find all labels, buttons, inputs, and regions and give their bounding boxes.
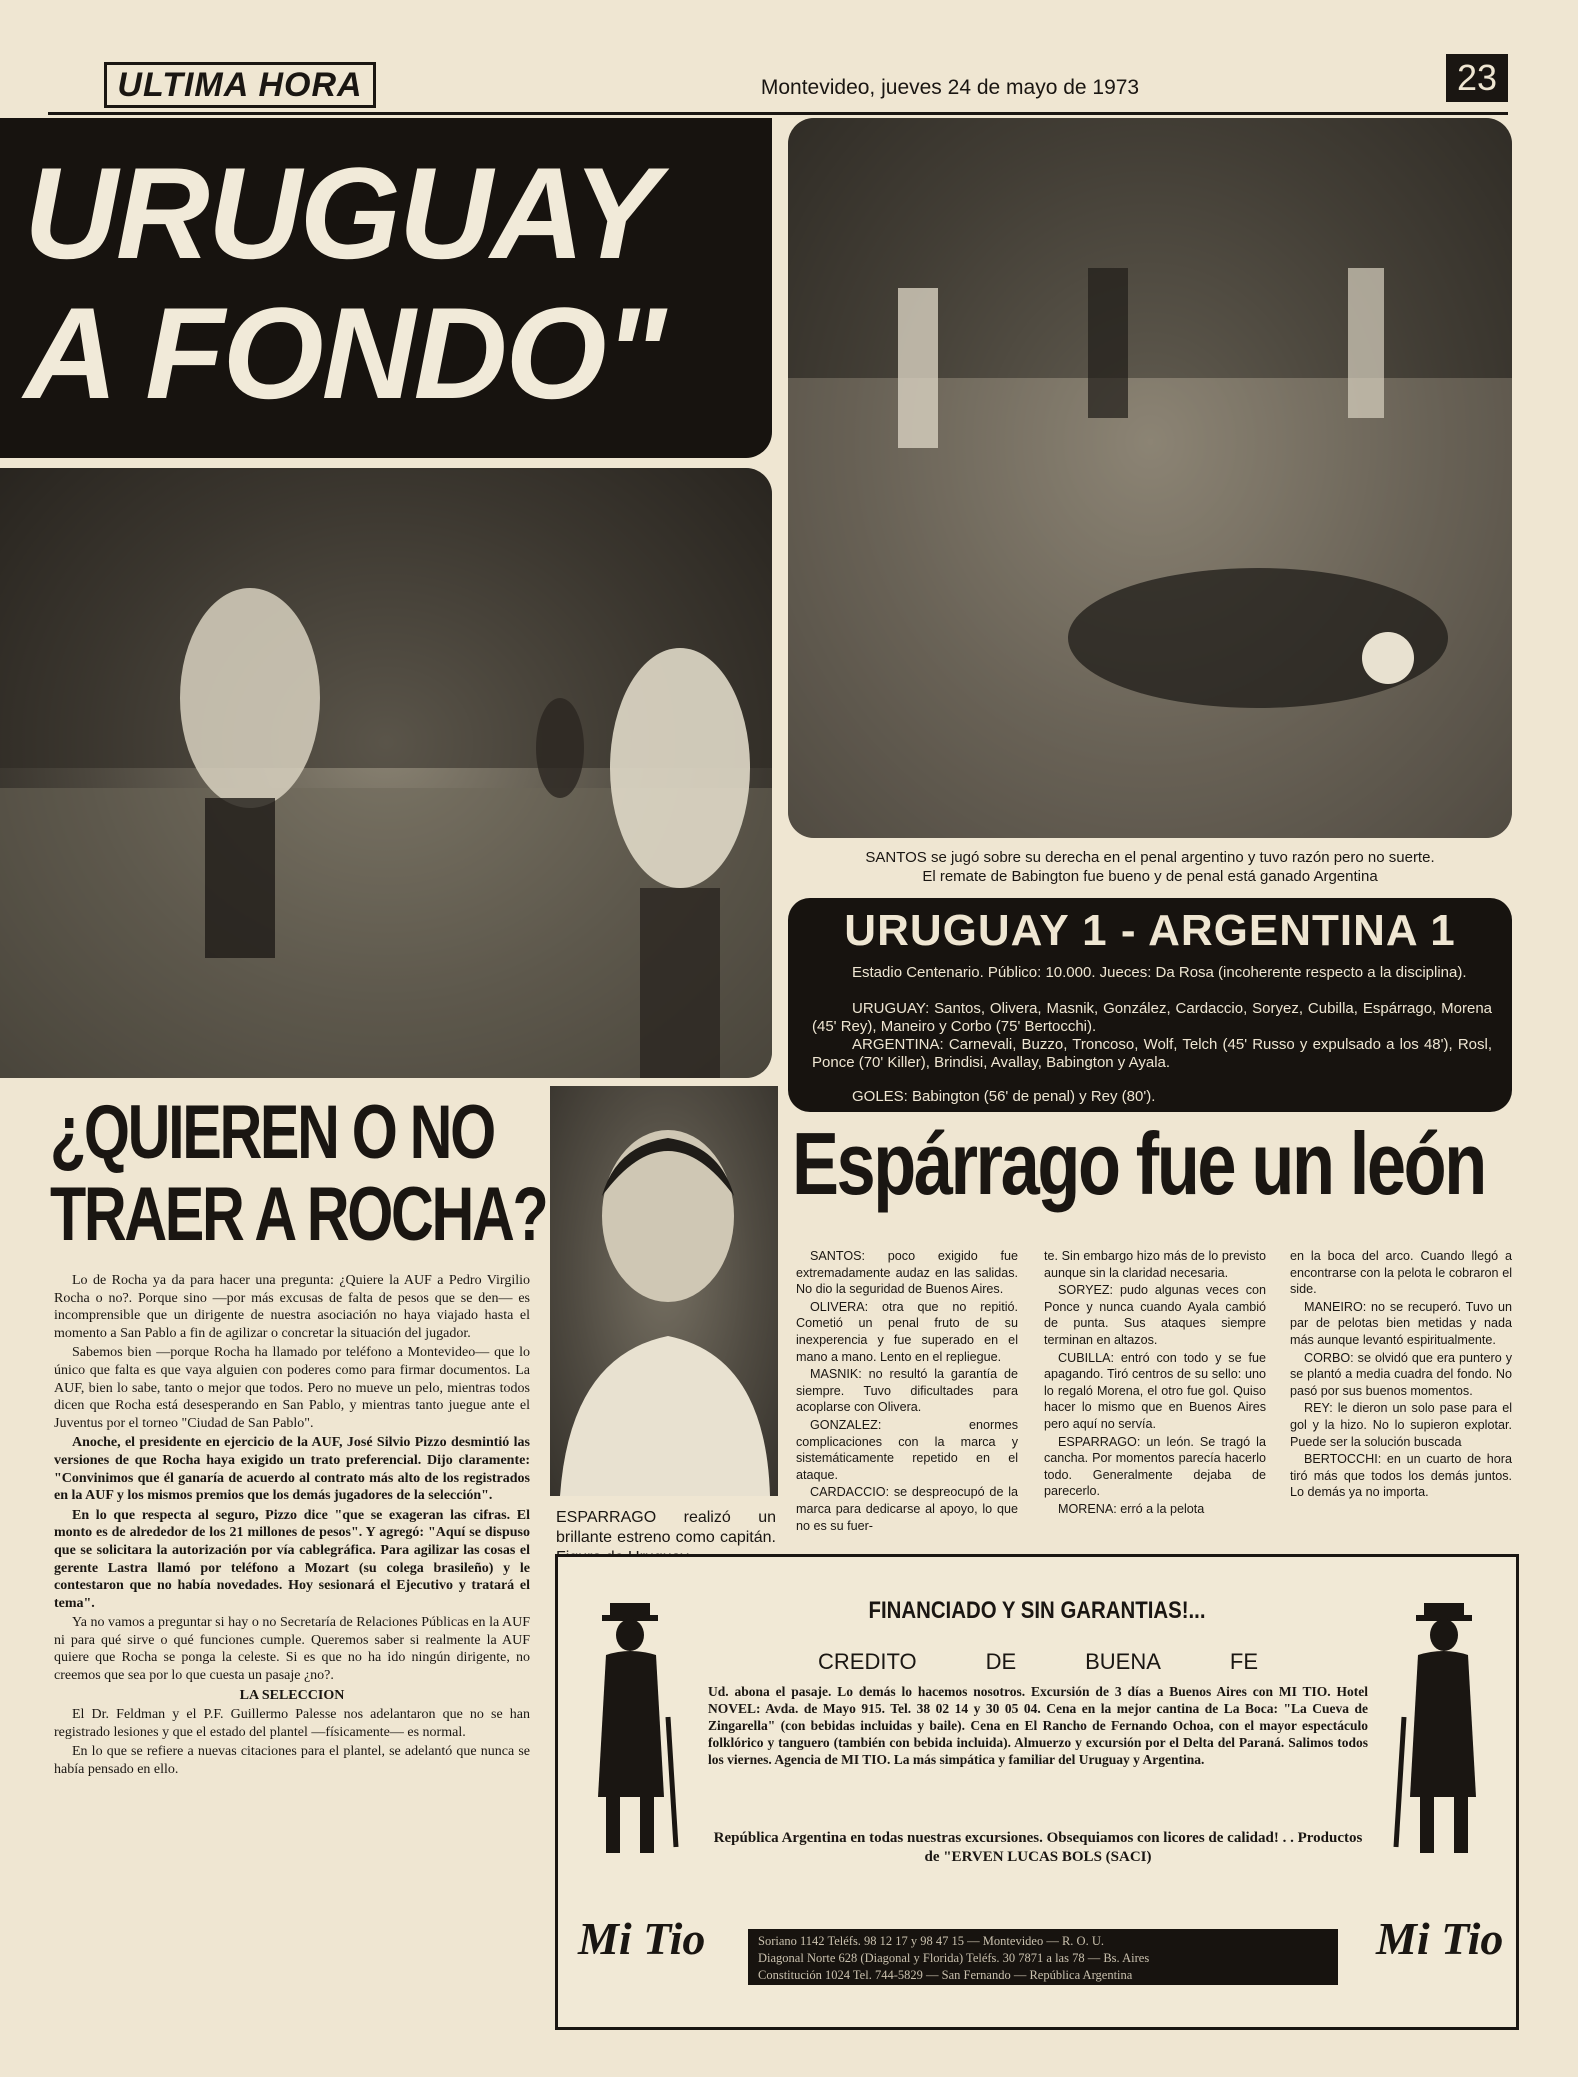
rating-paragraph: te. Sin embargo hizo más de lo previsto aunque sin la claridad necesaria. bbox=[1044, 1249, 1266, 1280]
ad-body2: República Argentina en todas nuestras excursiones. Obsequiamos con licores de calidad! . . Productos de "ERVEN LUCAS BOLS (SACI) bbox=[713, 1830, 1363, 1865]
caption-line2: El remate de Babington fue bueno y de penal está ganado Argentina bbox=[922, 868, 1378, 885]
article-paragraph: En lo que respecta al seguro, Pizzo dice "que se exageran las cifras. El monto es de alrededor de los 21 millones de pesos". Y agregó: "Aquí se dispuso que se solicitara la autorización por vía cablegráfica. Para agilizar las cosas el gerente Lastra llamó por teléfono a Mozart (su colega brasileño) y le contestaron que no había novedades. Hoy sesionará el Ejecutivo y tratará el tema". bbox=[54, 1507, 530, 1611]
rating-paragraph: REY: le dieron un solo pase para el gol y la hizo. No lo supieron explotar. Puede ser la solución buscada bbox=[1290, 1401, 1512, 1449]
rocha-headline bbox=[50, 1090, 547, 1257]
caption-line1: SANTOS se jugó sobre su derecha en el penal argentino y tuvo razón pero no suerte. bbox=[865, 849, 1435, 866]
article-paragraph: Anoche, el presidente en ejercicio de la AUF, José Silvio Pizzo desmintió las versiones de que Rocha haya exigido un trato preferencial. Dijo claramente: "Convinimos que él ganaría de acuerdo al contrato más alto de los registrados en la AUF y los mismos premios que los demás jugadores de la selección". bbox=[54, 1435, 530, 1504]
stadium-info: Estadio Centenario. Público: 10.000. Jueces: Da Rosa (incoherente respecto a la disciplina). bbox=[852, 964, 1467, 981]
rating-paragraph: CORBO: se olvidó que era puntero y se plantó a media cuadra del fondo. No pasó por sus buenos momentos. bbox=[1290, 1350, 1512, 1398]
rocha-headline-line1: ¿QUIEREN O NO bbox=[50, 1090, 494, 1175]
article-paragraph: Sabemos bien —porque Rocha ha llamado por teléfono a Montevideo— que lo único que falta es que vaya alguien con poderes como para firmar documentos. La AUF, bien lo sabe, tanto o mejor que todos. Pero no mueve un pelo, mientras todos dicen que Rocha está desesperando en San Pablo, y mientras tanto juegue ante el Juventus por el torneo "Ciudad de San Pablo". bbox=[54, 1345, 530, 1431]
page-number: 23 bbox=[1446, 54, 1508, 102]
rating-paragraph: MASNIK: no resultó la garantía de siempre. Tuvo dificultades para acoplarse con Olivera. bbox=[796, 1367, 1018, 1415]
esparrago-headline: Espárrago fue un león bbox=[792, 1114, 1485, 1213]
dateline: Montevideo, jueves 24 de mayo de 1973 bbox=[760, 76, 1140, 99]
ad-headline: FINANCIADO Y SIN GARANTIAS!... bbox=[868, 1597, 1206, 1624]
gentleman-umbrella-icon bbox=[1384, 1597, 1494, 1867]
article-paragraph: Ya no vamos a preguntar si hay o no Secretaría de Relaciones Públicas en la AUF ni para qué sirve o qué funciones cumple. Queremos saber si realmente la AUF quiere que Rocha se ponga la celeste. Si es que no ha ido ningún dirigente, no creemos que sea por lo que cuesta un pasaje ¿no?. bbox=[54, 1615, 530, 1684]
player-ratings-col1 bbox=[796, 1248, 1018, 1535]
goals-info: GOLES: Babington (56' de penal) y Rey (80'). bbox=[852, 1088, 1156, 1105]
uruguay-lineup: URUGUAY: Santos, Olivera, Masnik, González, Cardaccio, Soryez, Cubilla, Espárrago, Morena (45' Rey), Maneiro y Corbo (75' Bertocchi). bbox=[812, 1000, 1492, 1035]
ad-subhead-word: FE bbox=[1229, 1649, 1258, 1674]
ad-subhead-word: CREDITO bbox=[818, 1649, 917, 1674]
ad-address-line: Constitución 1024 Tel. 744-5829 — San Fernando — República Argentina bbox=[758, 1968, 1133, 1982]
penalty-photo-caption bbox=[790, 848, 1510, 886]
mi-tio-logo-left: Mi Tio bbox=[578, 1913, 706, 1964]
score-box bbox=[788, 898, 1512, 1112]
ad-body: Ud. abona el pasaje. Lo demás lo hacemos nosotros. Excursión de 3 días a Buenos Aires con MI TIO. Hotel NOVEL: Avda. de Mayo 915. Tel. 38 02 14 y 30 05 04. Cena en la mejor cantina de La Boca: "La Cueva de Zingarella" (con bebidas incluidas y baile). Cena en El Rancho de Fernando Ochoa, con el mayor espectáculo folklórico y tanguero (también con bebida incluida). Almuerzo y excursión por el Delta del Paraná. Salimos todos los viernes. Agencia de MI TIO. La más simpática y familiar del Uruguay y Argentina. bbox=[708, 1684, 1368, 1767]
rating-paragraph: GONZALEZ: enormes complicaciones con la marca y sistemáticamente repetido en el ataque. bbox=[796, 1417, 1018, 1482]
match-action-photo bbox=[0, 468, 772, 1078]
ad-address-line: Soriano 1142 Teléfs. 98 12 17 y 98 47 15 — Montevideo — R. O. U. bbox=[758, 1934, 1104, 1948]
ad-address-bar bbox=[748, 1929, 1338, 1985]
newspaper-logo: ULTIMA HORA bbox=[50, 62, 430, 108]
rating-paragraph: en la boca del arco. Cuando llegó a encontrarse con la pelota le cobraron el side. bbox=[1290, 1249, 1512, 1297]
rating-paragraph: SANTOS: poco exigido fue extremadamente audaz en las salidas. No dio la seguridad de Buenos Aires. bbox=[796, 1249, 1018, 1297]
mi-tio-advertisement bbox=[555, 1554, 1519, 2030]
final-score: URUGUAY 1 - ARGENTINA 1 bbox=[844, 906, 1456, 955]
ad-subhead-word: BUENA bbox=[1085, 1649, 1161, 1674]
rocha-headline-line2: TRAER A ROCHA? bbox=[50, 1172, 547, 1257]
goalkeeper-silhouette-icon bbox=[788, 118, 1512, 838]
argentina-lineup: ARGENTINA: Carnevali, Buzzo, Troncoso, Wolf, Telch (45' Russo y expulsado a los 48'), Rosl, Ponce (70' Killer), Brindisi, Avallay, Babington y Ayala. bbox=[812, 1036, 1492, 1071]
main-headline-line2: A FONDO" bbox=[24, 280, 665, 426]
player-ratings-col2 bbox=[1044, 1248, 1266, 1519]
article-subhead: LA SELECCION bbox=[239, 1687, 345, 1703]
rocha-article bbox=[54, 1272, 530, 1781]
main-headline bbox=[0, 118, 772, 458]
article-paragraph: El Dr. Feldman y el P.F. Guillermo Palesse nos adelantaron que no se han registrado lesiones y que el estado del plantel —físicamente— es normal. bbox=[54, 1707, 530, 1740]
rating-paragraph: OLIVERA: otra que no repitió. Cometió un penal fruto de su inexperencia y fue superado en el mano a mano. Lento en el repliegue. bbox=[796, 1299, 1018, 1364]
rating-paragraph: SORYEZ: pudo algunas veces con Ponce y nunca cuando Ayala cambió de punta. Sus ataques siempre terminan en altazos. bbox=[1044, 1283, 1266, 1347]
rating-paragraph: CUBILLA: entró con todo y se fue apagando. Tiró centros de su sello: uno lo regaló Morena, el otro fue gol. Quiso hacer lo mismo que en Buenos Aires pero aquí no servía. bbox=[1044, 1350, 1266, 1431]
players-silhouette-icon bbox=[0, 468, 772, 1078]
article-paragraph: Lo de Rocha ya da para hacer una pregunta: ¿Quiere la AUF a Pedro Virgilio Rocha o no?. Porque sino —por más excusas de falta de pesos que se den— es incomprensible que un dirigente de nuestra asociación no haya viajado hasta el momento a San Pablo a fin de agilizar o concretar la situación del jugador. bbox=[54, 1273, 530, 1341]
portrait-caption: ESPARRAGO realizó un brillante estreno como capitán. bbox=[556, 1509, 776, 1546]
gentleman-umbrella-icon bbox=[580, 1597, 690, 1867]
ad-subhead bbox=[818, 1649, 1258, 1675]
rating-paragraph: MANEIRO: no se recuperó. Tuvo un par de pelotas bien metidas y nada más aunque levantó espiritualmente. bbox=[1290, 1299, 1512, 1347]
article-paragraph: En lo que se refiere a nuevas citaciones para el plantel, se adelantó que nunca se había pensado en ello. bbox=[54, 1744, 530, 1778]
rating-paragraph: ESPARRAGO: un león. Se tragó la cancha. Por momentos parecía hacerlo todo. Generalmente dejaba de parecerlo. bbox=[1044, 1434, 1266, 1499]
player-ratings-col3 bbox=[1290, 1248, 1512, 1502]
mi-tio-logo-right: Mi Tio bbox=[1376, 1913, 1504, 1964]
main-headline-line1: URUGUAY bbox=[24, 140, 658, 286]
esparrago-portrait bbox=[550, 1086, 778, 1496]
portrait-face-icon bbox=[550, 1086, 778, 1496]
ad-subhead-word: DE bbox=[985, 1649, 1017, 1674]
rating-paragraph: MORENA: erró a la pelota bbox=[1058, 1501, 1205, 1516]
ad-address-line: Diagonal Norte 628 (Diagonal y Florida) Teléfs. 30 7871 a las 78 — Bs. Aires bbox=[758, 1951, 1150, 1965]
rating-paragraph: BERTOCCHI: en un cuarto de hora tiró más que todos los demás juntos. Lo demás ya no importa. bbox=[1290, 1452, 1512, 1500]
penalty-photo bbox=[788, 118, 1512, 838]
rating-paragraph: CARDACCIO: se despreocupó de la marca para dedicarse al apoyo, lo que no es su fuer- bbox=[796, 1485, 1018, 1533]
